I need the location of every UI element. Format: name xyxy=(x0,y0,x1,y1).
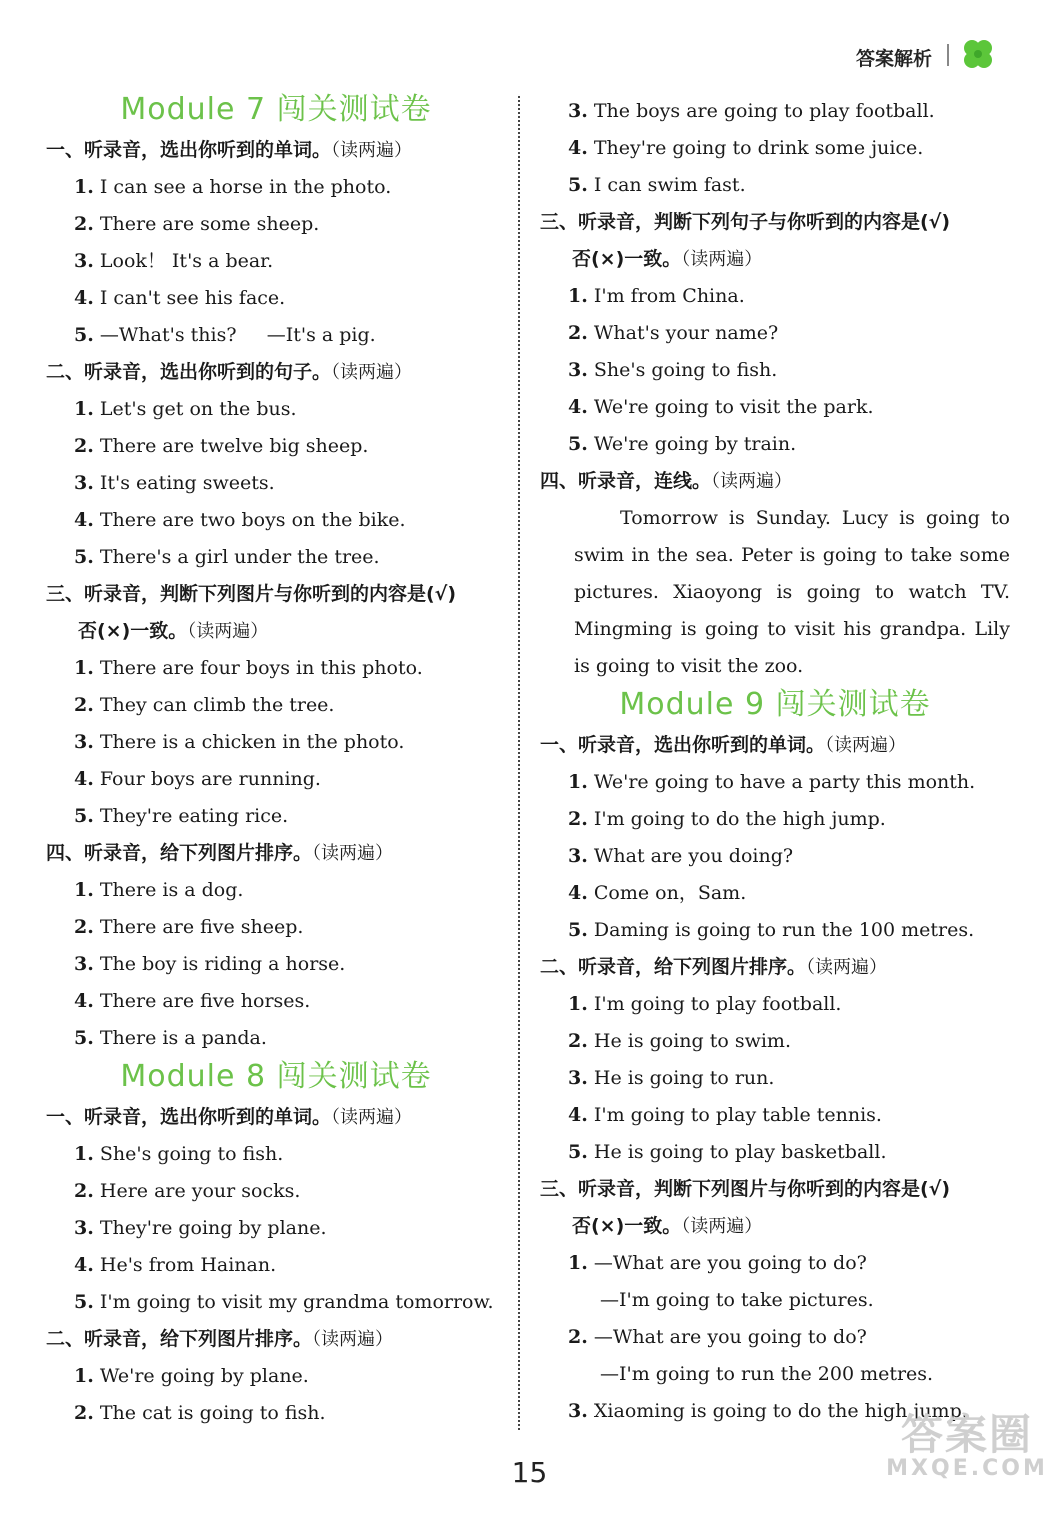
item-text: —What's this? —It's a pig. xyxy=(93,324,376,346)
section-heading xyxy=(46,354,506,391)
module-title: Module 9 闯关测试卷 xyxy=(619,687,931,722)
answer-item xyxy=(46,983,506,1020)
item-number: 5. xyxy=(74,1027,94,1049)
item-text: She's going to fish. xyxy=(93,1143,284,1165)
listening-passage: Tomorrow is Sunday. Lucy is going to swim in the sea. Peter is going to take some pictures. Xiaoyong is going to watch TV. Mingming is going to visit his grandpa. Lily is going to visit the zoo. xyxy=(574,507,1010,677)
item-text: —What are you going to do? xyxy=(587,1326,867,1348)
item-text: The boys are going to play football. xyxy=(587,100,935,122)
module-title: Module 7 闯关测试卷 xyxy=(120,92,432,127)
item-text: He is going to run. xyxy=(587,1067,775,1089)
read-twice-note: （读两遍） xyxy=(711,471,793,492)
answer-item xyxy=(540,875,1010,912)
item-number: 3. xyxy=(74,731,94,753)
item-text: I'm from China. xyxy=(587,285,745,307)
section-heading xyxy=(540,949,1010,986)
answer-item xyxy=(540,352,1010,389)
answer-item xyxy=(540,1134,1010,1171)
read-twice-note: （读两遍） xyxy=(806,957,888,978)
item-number: 1. xyxy=(74,176,94,198)
answer-item xyxy=(46,761,506,798)
item-number: 5. xyxy=(74,1291,94,1313)
item-number: 3. xyxy=(568,100,588,122)
item-text: There is a chicken in the photo. xyxy=(93,731,405,753)
section-heading-text: 否(×)一致。 xyxy=(78,620,188,642)
answer-item xyxy=(540,1245,1010,1282)
answer-item xyxy=(46,909,506,946)
answer-item xyxy=(46,946,506,983)
answer-item xyxy=(540,130,1010,167)
item-text: I can swim fast. xyxy=(587,174,746,196)
item-text: The boy is riding a horse. xyxy=(93,953,346,975)
item-number: 5. xyxy=(74,546,94,568)
item-number: 4. xyxy=(74,990,94,1012)
answer-item xyxy=(540,764,1010,801)
section-heading-text: 三、听录音，判断下列图片与你听到的内容是(√) xyxy=(540,1178,951,1200)
item-number: 4. xyxy=(568,137,588,159)
section-heading xyxy=(46,1321,506,1358)
answer-item xyxy=(46,650,506,687)
item-text: There are four boys in this photo. xyxy=(93,657,423,679)
right-column xyxy=(540,93,1010,1430)
answer-item xyxy=(46,1020,506,1057)
answer-item xyxy=(46,1358,506,1395)
column-divider xyxy=(518,96,520,1430)
answer-item xyxy=(46,1395,506,1432)
item-number: 4. xyxy=(74,1254,94,1276)
answer-item xyxy=(46,206,506,243)
item-number: 3. xyxy=(568,1067,588,1089)
answer-item xyxy=(46,502,506,539)
item-number: 1. xyxy=(74,398,94,420)
read-twice-note: （读两遍） xyxy=(681,1216,763,1237)
item-number: 3. xyxy=(568,845,588,867)
item-number: 1. xyxy=(568,993,588,1015)
item-text: There are five sheep. xyxy=(93,916,304,938)
module-title: Module 8 闯关测试卷 xyxy=(120,1059,432,1094)
item-text: Here are your socks. xyxy=(93,1180,301,1202)
answer-item xyxy=(46,724,506,761)
answer-item xyxy=(46,1284,506,1321)
answer-item xyxy=(46,169,506,206)
section-heading-text: 否(×)一致。 xyxy=(572,248,682,270)
item-number: 2. xyxy=(74,435,94,457)
item-number: 2. xyxy=(568,1030,588,1052)
answer-item xyxy=(540,1319,1010,1356)
item-text: I can't see his face. xyxy=(93,287,286,309)
item-number: 2. xyxy=(568,808,588,830)
section-heading-text: 三、听录音，判断下列句子与你听到的内容是(√) xyxy=(540,211,951,233)
answer-item xyxy=(46,539,506,576)
left-column xyxy=(46,90,506,1432)
item-text: There are twelve big sheep. xyxy=(93,435,369,457)
item-text: He is going to swim. xyxy=(587,1030,791,1052)
item-number: 3. xyxy=(568,359,588,381)
item-number: 4. xyxy=(74,509,94,531)
section-heading-text: 二、听录音，选出你听到的句子。 xyxy=(46,361,332,383)
item-number: 3. xyxy=(74,472,94,494)
page-number: 15 xyxy=(511,1456,548,1489)
section-heading xyxy=(46,132,506,169)
item-text: There are five horses. xyxy=(93,990,311,1012)
item-number: 2. xyxy=(74,916,94,938)
clover-logo-icon xyxy=(961,37,995,71)
answer-item-reply: —I'm going to take pictures. xyxy=(600,1289,874,1311)
item-number: 4. xyxy=(568,882,588,904)
answer-item xyxy=(46,872,506,909)
item-text: I can see a horse in the photo. xyxy=(93,176,392,198)
item-text: There's a girl under the tree. xyxy=(93,546,380,568)
item-text: They're eating rice. xyxy=(93,805,289,827)
section-heading xyxy=(540,463,1010,500)
read-twice-note: （读两遍） xyxy=(681,249,763,270)
read-twice-note: （读两遍） xyxy=(312,1329,394,1350)
answer-item xyxy=(540,315,1010,352)
item-text: I'm going to do the high jump. xyxy=(587,808,886,830)
section-heading-text: 四、听录音，给下列图片排序。 xyxy=(46,842,313,864)
read-twice-note: （读两遍） xyxy=(825,735,907,756)
answer-item-reply: —I'm going to run the 200 metres. xyxy=(600,1363,934,1385)
answer-item xyxy=(540,167,1010,204)
section-heading-text: 二、听录音，给下列图片排序。 xyxy=(46,1328,313,1350)
item-text: There is a panda. xyxy=(93,1027,267,1049)
item-text: There are two boys on the bike. xyxy=(93,509,406,531)
watermark-line2: MXQE.COM xyxy=(886,1456,1048,1481)
watermark xyxy=(882,1410,1052,1481)
answer-item xyxy=(540,389,1010,426)
item-text: Daming is going to run the 100 metres. xyxy=(587,919,975,941)
item-text: What are you doing? xyxy=(587,845,794,867)
item-text: They're going to drink some juice. xyxy=(587,137,924,159)
answer-item xyxy=(540,1023,1010,1060)
item-text: There are some sheep. xyxy=(93,213,320,235)
item-text: The cat is going to fish. xyxy=(93,1402,326,1424)
item-number: 3. xyxy=(568,1400,588,1422)
answer-item xyxy=(540,801,1010,838)
answer-item xyxy=(46,1136,506,1173)
read-twice-note: （读两遍） xyxy=(331,1107,413,1128)
header-label: 答案解析 xyxy=(856,48,933,70)
answer-item xyxy=(540,93,1010,130)
answer-item xyxy=(46,317,506,354)
item-number: 3. xyxy=(74,953,94,975)
answer-item xyxy=(46,428,506,465)
watermark-line1: 答案圈 xyxy=(900,1410,1033,1459)
item-number: 3. xyxy=(74,250,94,272)
item-number: 4. xyxy=(74,287,94,309)
item-number: 2. xyxy=(568,322,588,344)
section-heading xyxy=(540,241,1010,278)
section-heading-text: 一、听录音，选出你听到的单词。 xyxy=(540,734,826,756)
item-number: 5. xyxy=(568,174,588,196)
item-text: Four boys are running. xyxy=(93,768,321,790)
item-number: 5. xyxy=(568,433,588,455)
section-heading-text: 三、听录音，判断下列图片与你听到的内容是(√) xyxy=(46,583,457,605)
item-text: He is going to play basketball. xyxy=(587,1141,887,1163)
answer-item xyxy=(540,426,1010,463)
item-number: 4. xyxy=(74,768,94,790)
section-heading-text: 四、听录音，连线。 xyxy=(540,470,712,492)
item-number: 1. xyxy=(568,285,588,307)
item-text: —What are you going to do? xyxy=(587,1252,867,1274)
item-number: 2. xyxy=(74,694,94,716)
item-number: 2. xyxy=(74,213,94,235)
item-number: 2. xyxy=(74,1402,94,1424)
section-heading xyxy=(540,1208,1010,1245)
item-text: I'm going to play table tennis. xyxy=(587,1104,882,1126)
item-text: We're going by train. xyxy=(587,433,797,455)
read-twice-note: （读两遍） xyxy=(331,362,413,383)
section-heading xyxy=(540,1171,1010,1208)
answer-item xyxy=(46,465,506,502)
answer-item xyxy=(540,278,1010,315)
section-heading xyxy=(46,1099,506,1136)
section-heading xyxy=(46,576,506,613)
section-heading xyxy=(46,613,506,650)
item-text: Look！ It's a bear. xyxy=(93,250,274,272)
answer-item xyxy=(46,1247,506,1284)
item-number: 1. xyxy=(74,1143,94,1165)
answer-item xyxy=(46,243,506,280)
answer-item xyxy=(540,986,1010,1023)
item-number: 3. xyxy=(74,1217,94,1239)
answer-item xyxy=(540,838,1010,875)
item-text: She's going to fish. xyxy=(587,359,778,381)
answer-item xyxy=(46,391,506,428)
section-heading-text: 二、听录音，给下列图片排序。 xyxy=(540,956,807,978)
answer-item xyxy=(46,1210,506,1247)
item-text: He's from Hainan. xyxy=(93,1254,277,1276)
item-number: 2. xyxy=(568,1326,588,1348)
answer-item xyxy=(540,1097,1010,1134)
item-text: It's eating sweets. xyxy=(93,472,275,494)
section-heading-text: 一、听录音，选出你听到的单词。 xyxy=(46,139,332,161)
item-number: 4. xyxy=(568,396,588,418)
section-heading-text: 一、听录音，选出你听到的单词。 xyxy=(46,1106,332,1128)
read-twice-note: （读两遍） xyxy=(331,140,413,161)
item-number: 5. xyxy=(74,805,94,827)
item-text: Let's get on the bus. xyxy=(93,398,297,420)
item-text: We're going to have a party this month. xyxy=(587,771,976,793)
item-number: 5. xyxy=(568,919,588,941)
item-number: 5. xyxy=(568,1141,588,1163)
item-number: 1. xyxy=(74,1365,94,1387)
answer-item xyxy=(46,798,506,835)
item-number: 4. xyxy=(568,1104,588,1126)
header-divider xyxy=(947,44,949,66)
item-text: Xiaoming is going to do the high jump. xyxy=(587,1400,968,1422)
item-text: Come on，Sam. xyxy=(587,882,747,904)
read-twice-note: （读两遍） xyxy=(187,621,269,642)
item-number: 1. xyxy=(74,879,94,901)
item-number: 2. xyxy=(74,1180,94,1202)
item-text: What's your name? xyxy=(587,322,779,344)
item-text: We're going to visit the park. xyxy=(587,396,874,418)
section-heading xyxy=(540,204,1010,241)
answer-item xyxy=(540,1060,1010,1097)
item-number: 1. xyxy=(74,657,94,679)
item-text: We're going by plane. xyxy=(93,1365,309,1387)
answer-item xyxy=(46,1173,506,1210)
item-text: They can climb the tree. xyxy=(93,694,335,716)
item-text: I'm going to visit my grandma tomorrow. xyxy=(93,1291,494,1313)
item-number: 5. xyxy=(74,324,94,346)
answer-item xyxy=(46,280,506,317)
item-number: 1. xyxy=(568,1252,588,1274)
section-heading xyxy=(46,835,506,872)
answer-item xyxy=(46,687,506,724)
read-twice-note: （读两遍） xyxy=(312,843,394,864)
item-number: 1. xyxy=(568,771,588,793)
section-heading-text: 否(×)一致。 xyxy=(572,1215,682,1237)
item-text: I'm going to play football. xyxy=(587,993,842,1015)
item-text: There is a dog. xyxy=(93,879,244,901)
section-heading xyxy=(540,727,1010,764)
answer-item xyxy=(540,912,1010,949)
item-text: They're going by plane. xyxy=(93,1217,327,1239)
